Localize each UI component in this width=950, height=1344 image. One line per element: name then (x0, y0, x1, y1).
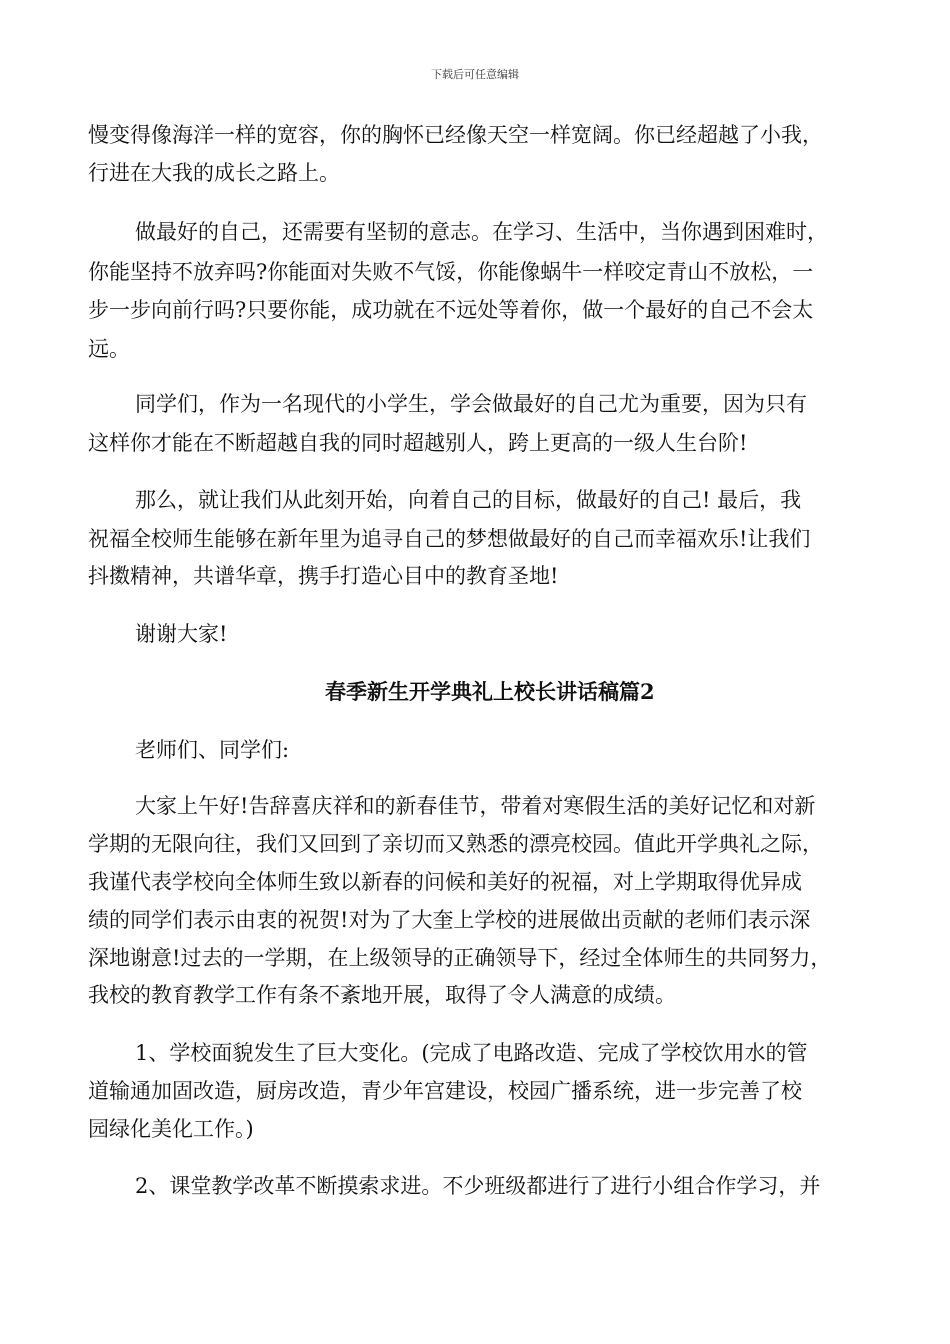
page-header: 下载后可任意编辑 (431, 68, 519, 81)
text-line: 这样你才能在不断超越自我的同时超越别人，跨上更高的一级人生台阶! (88, 431, 748, 455)
text-line: 你能坚持不放弃吗?你能面对失败不气馁，你能像蜗牛一样咬定青山不放松，一 (88, 260, 814, 284)
text-line: 谢谢大家! (135, 622, 228, 646)
text-line: 我谨代表学校向全体师生致以新春的问候和美好的祝福，对上学期取得优异成 (88, 870, 802, 894)
text-line: 远。 (88, 337, 130, 361)
section-title: 春季新生开学典礼上校长讲话稿篇2 (325, 679, 655, 704)
text-line: 学期的无限向往，我们又回到了亲切而又熟悉的漂亮校园。值此开学典礼之际， (88, 832, 823, 856)
text-line: 我校的教育教学工作有条不紊地开展，取得了令人满意的成绩。 (88, 983, 676, 1007)
text-line: 步一步向前行吗?只要你能，成功就在不远处等着你，做一个最好的自己不会太 (88, 298, 814, 322)
text-line: 道输通加固改造，厨房改造，青少年宫建设，校园广播系统，进一步完善了校 (88, 1079, 802, 1103)
text-line: 1、学校面貌发生了巨大变化。(完成了电路改造、完成了学校饮用水的管 (135, 1041, 808, 1065)
text-line: 老师们、同学们: (135, 738, 290, 762)
text-line: 祝福全校师生能够在新年里为追寻自己的梦想做最好的自己而幸福欢乐!让我们 (88, 527, 811, 551)
text-line: 2、课堂教学改革不断摸索求进。不少班级都进行了进行小组合作学习，并 (135, 1174, 821, 1198)
text-line: 那么，就让我们从此刻开始，向着自己的目标，做最好的自己! 最后，我 (135, 488, 802, 512)
text-line: 做最好的自己，还需要有坚韧的意志。在学习、生活中，当你遇到困难时， (135, 220, 828, 244)
text-line: 抖擞精神，共谱华章，携手打造心目中的教育圣地! (88, 564, 559, 588)
text-line: 深地谢意!过去的一学期，在上级领导的正确领导下，经过全体师生的共同努力， (88, 946, 832, 970)
text-line: 大家上午好!告辞喜庆祥和的新春佳节，带着对寒假生活的美好记忆和对新 (135, 794, 816, 818)
text-line: 行进在大我的成长之路上。 (88, 161, 340, 185)
text-line: 绩的同学们表示由衷的祝贺!对为了大奎上学校的进展做出贡献的老师们表示深 (88, 908, 811, 932)
text-line: 园绿化美化工作。) (88, 1117, 254, 1141)
text-line: 同学们，作为一名现代的小学生，学会做最好的自己尤为重要，因为只有 (135, 392, 807, 416)
text-line: 慢变得像海洋一样的宽容，你的胸怀已经像天空一样宽阔。你已经超越了小我， (88, 123, 823, 147)
